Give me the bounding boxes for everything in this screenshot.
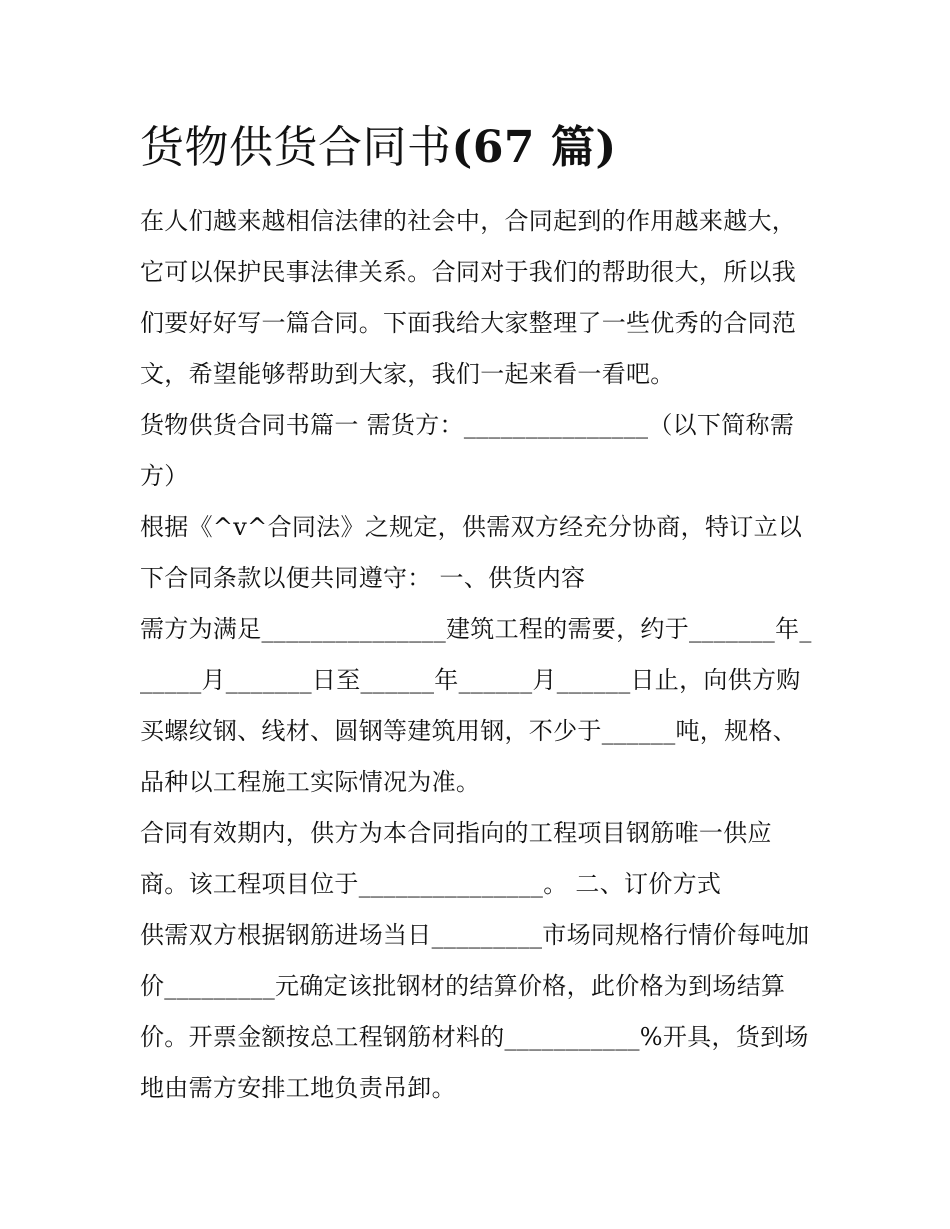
title-count: (67 篇)	[451, 122, 617, 173]
intro-paragraph: 在人们越来越相信法律的社会中，合同起到的作用越来越大，它可以保护民事法律关系。合同对于我们的帮助很大，所以我们要好好写一篇合同。下面我给大家整理了一些优秀的合同范文，希望能够帮助到大家，我们一起来看一看吧。	[140, 207, 797, 388]
section-buyer-paragraph: 货物供货合同书篇一 需货方：_______________（以下简称需方）	[140, 411, 795, 490]
document-page	[140, 118, 820, 1114]
document-title	[140, 118, 820, 178]
pricing-paragraph: 供需双方根据钢筋进场当日_________市场同规格行情价每吨加价_________元确定该批钢材的结算价格，此价格为到场结算价。开票金额按总工程钢筋材料的___________%开具，货到场地由需方安排工地负责吊卸。	[140, 921, 810, 1102]
supply-content-paragraph: 需方为满足_______________建筑工程的需要，约于_______年______月_______日至______年______月______日止，向供方购买螺纹钢、线材、圆钢等建筑用钢，不少于______吨，规格、品种以工程施工实际情况为准。	[140, 615, 812, 796]
title-text: 货物供货合同书	[140, 122, 452, 173]
legal-basis-paragraph: 根据《^v^合同法》之规定，供需双方经充分协商，特订立以下合同条款以便共同遵守： 一、供货内容	[140, 513, 803, 592]
exclusive-supplier-paragraph: 合同有效期内，供方为本合同指向的工程项目钢筋唯一供应商。该工程项目位于_______________。 二、订价方式	[140, 819, 772, 898]
